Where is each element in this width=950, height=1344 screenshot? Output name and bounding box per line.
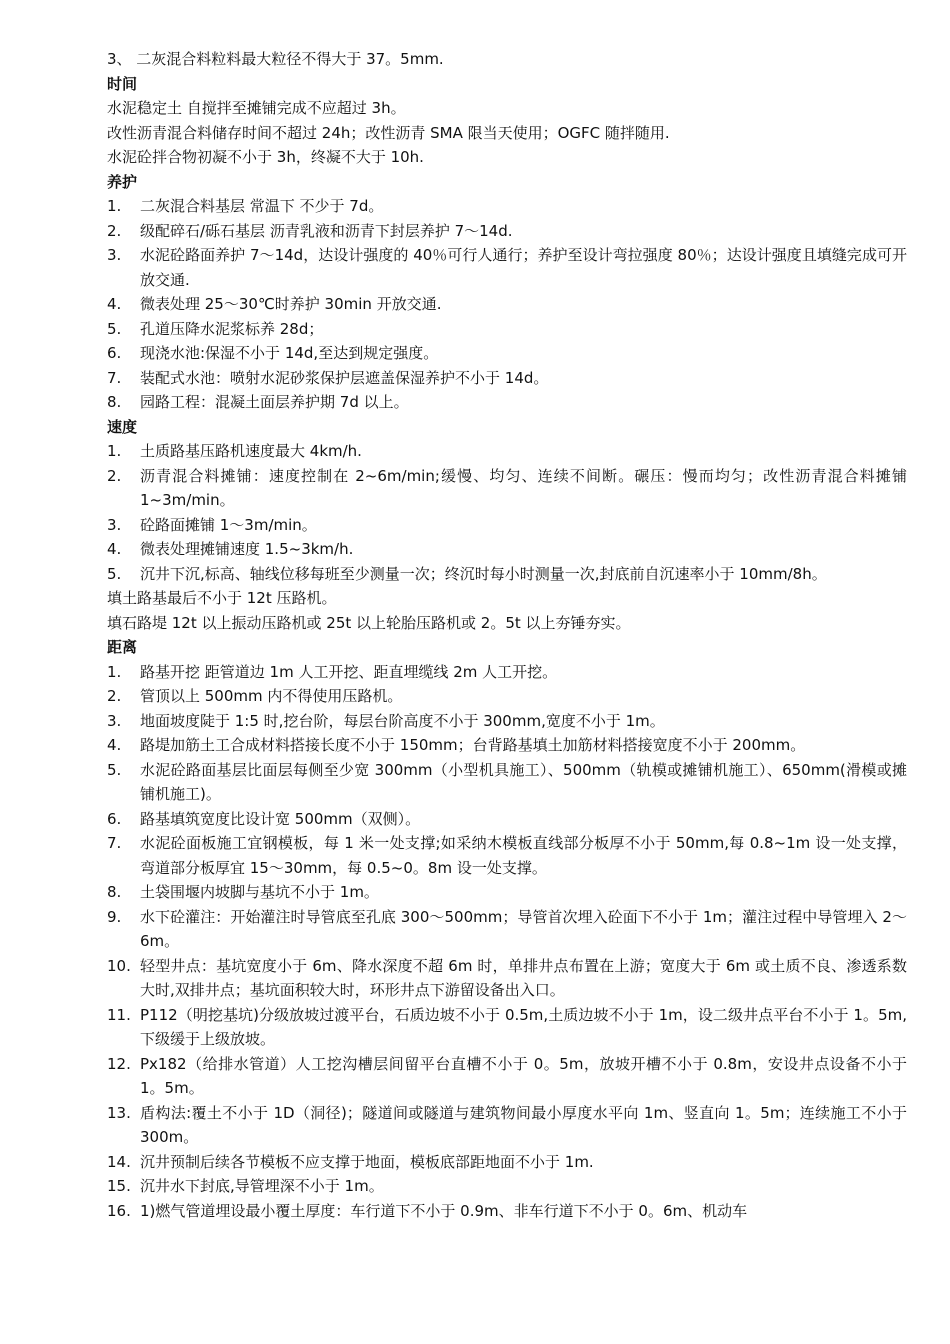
list-number: 8. xyxy=(107,393,122,411)
list-number: 2. xyxy=(107,687,122,705)
list-item xyxy=(107,1101,907,1150)
list-number: 7. xyxy=(107,368,122,387)
list-number: 4. xyxy=(107,540,122,558)
list-number: 12. xyxy=(107,1054,131,1073)
list-item xyxy=(107,317,907,342)
list-item xyxy=(107,880,907,905)
paragraph: 改性沥青混合料储存时间不超过 24h；改性沥青 SMA 限当天使用；OGFC 随拌随用. xyxy=(107,123,670,142)
paragraph: 水泥砼拌合物初凝不小于 3h，终凝不大于 10h. xyxy=(107,148,424,166)
list-number: 5. xyxy=(107,760,122,779)
list-item xyxy=(107,1150,907,1175)
list-text: 孔道压降水泥浆标养 28d； xyxy=(140,319,324,338)
list-number: 7. xyxy=(107,834,122,852)
list-text: 微表处理摊铺速度 1.5~3km/h. xyxy=(140,540,354,558)
list-number: 16. xyxy=(107,1201,131,1220)
list-text: 水泥砼路面养护 7～14d，达设计强度的 40％可行人通行；养护至设计弯拉强度 80％；达设计强度且填缝完成可开放交通. xyxy=(140,246,907,289)
list-text: 砼路面摊铺 1～3m/min。 xyxy=(140,515,317,534)
list-number: 4. xyxy=(107,295,122,313)
list-item xyxy=(107,1174,907,1199)
list-item xyxy=(107,390,907,415)
list-text: 装配式水池：喷射水泥砂浆保护层遮盖保湿养护不小于 14d。 xyxy=(140,368,549,387)
list-text: Px182（给排水管道）人工挖沟槽层间留平台直槽不小于 0。5m，放坡开槽不小于 0.8m，安设井点设备不小于 1。5m。 xyxy=(140,1054,907,1097)
list-item xyxy=(107,660,907,685)
list-text: 二灰混合料基层 常温下 不少于 7d。 xyxy=(140,197,384,215)
list-number: 1. xyxy=(107,442,122,460)
list-item xyxy=(107,292,907,317)
list-number: 9. xyxy=(107,907,122,926)
paragraph: 水泥稳定土 自搅拌至摊铺完成不应超过 3h。 xyxy=(107,99,406,117)
list-number: 14. xyxy=(107,1152,131,1171)
list-item xyxy=(107,219,907,244)
list-text: 地面坡度陡于 1:5 时,挖台阶，每层台阶高度不小于 300mm,宽度不小于 1m。 xyxy=(140,711,665,730)
list-number: 4. xyxy=(107,736,122,754)
list-number: 5. xyxy=(107,319,122,338)
list-item xyxy=(107,366,907,391)
list-text: 土袋围堰内坡脚与基坑不小于 1m。 xyxy=(140,883,379,901)
list-text: 水下砼灌注：开始灌注时导管底至孔底 300～500mm；导管首次埋入砼面下不小于 1m；灌注过程中导管埋入 2～6m。 xyxy=(140,907,907,950)
paragraph: 填土路基最后不小于 12t 压路机。 xyxy=(107,589,337,607)
list-item xyxy=(107,807,907,832)
list-text: 沥青混合料摊铺：速度控制在 2~6m/min;缓慢、均匀、连续不间断。碾压：慢而均匀；改性沥青混合料摊铺 1~3m/min。 xyxy=(140,466,907,509)
list-number: 10. xyxy=(107,956,131,975)
list-item xyxy=(107,684,907,709)
list-number: 6. xyxy=(107,809,122,828)
paragraph: 填石路堤 12t 以上振动压路机或 25t 以上轮胎压路机或 2。5t 以上夯锤夯实。 xyxy=(107,613,631,632)
list-text: 微表处理 25～30℃时养护 30min 开放交通. xyxy=(140,295,442,313)
list-item xyxy=(107,464,907,513)
list-number: 5. xyxy=(107,564,122,583)
list-item xyxy=(107,537,907,562)
list-number: 3. xyxy=(107,515,122,534)
list-number: 8. xyxy=(107,883,122,901)
section-heading-distance: 距离 xyxy=(107,638,138,656)
list-item xyxy=(107,1052,907,1101)
list-number: 1. xyxy=(107,197,122,215)
list-item xyxy=(107,194,907,219)
list-text: 现浇水池:保湿不小于 14d,至达到规定强度。 xyxy=(140,344,439,362)
list-number: 3. xyxy=(107,246,122,264)
section-heading-time: 时间 xyxy=(107,74,138,93)
list-text: 水泥砼路面基层比面层每侧至少宽 300mm（小型机具施工）、500mm（轨模或摊铺机施工）、650mm(滑模或摊铺机施工)。 xyxy=(140,760,907,803)
list-item xyxy=(107,341,907,366)
list-item xyxy=(107,733,907,758)
list-text: 沉井预制后续各节模板不应支撑于地面，模板底部距地面不小于 1m. xyxy=(140,1152,594,1171)
list-number: 1. xyxy=(107,662,122,681)
list-item xyxy=(107,831,907,880)
list-text: 级配碎石/砾石基层 沥青乳液和沥青下封层养护 7～14d. xyxy=(140,221,513,240)
list-item xyxy=(107,513,907,538)
list-item xyxy=(107,1199,907,1224)
list-item xyxy=(107,758,907,807)
list-text: 管顶以上 500mm 内不得使用压路机。 xyxy=(140,687,403,705)
list-text: 土质路基压路机速度最大 4km/h. xyxy=(140,442,362,460)
list-text: 1)燃气管道埋设最小覆土厚度：车行道下不小于 0.9m、非车行道下不小于 0。6m、机动车 xyxy=(140,1201,748,1220)
list-number: 2. xyxy=(107,221,122,240)
list-number: 13. xyxy=(107,1103,131,1122)
intro-line: 3、 二灰混合料粒料最大粒径不得大于 37。5mm. xyxy=(107,50,444,68)
list-number: 3. xyxy=(107,711,122,730)
list-item xyxy=(107,905,907,954)
list-text: 路基填筑宽度比设计宽 500mm（双侧）。 xyxy=(140,809,421,828)
section-heading-speed: 速度 xyxy=(107,417,138,436)
list-number: 6. xyxy=(107,344,122,362)
list-text: 沉井下沉,标高、轴线位移每班至少测量一次；终沉时每小时测量一次,封底前自沉速率小于 10mm/8h。 xyxy=(140,564,827,583)
list-item xyxy=(107,954,907,1003)
list-item xyxy=(107,243,907,292)
list-text: 盾构法:覆土不小于 1D（洞径)；隧道间或隧道与建筑物间最小厚度水平向 1m、竖直向 1。5m；连续施工不小于 300m。 xyxy=(140,1103,907,1146)
list-text: 轻型井点：基坑宽度小于 6m、降水深度不超 6m 时，单排井点布置在上游；宽度大于 6m 或土质不良、渗透系数大时,双排井点；基坑面积较大时，环形井点下游留设备出入口。 xyxy=(140,956,907,999)
list-number: 15. xyxy=(107,1177,131,1195)
list-number: 11. xyxy=(107,1005,131,1024)
list-number: 2. xyxy=(107,466,122,485)
list-item xyxy=(107,562,907,587)
list-text: 沉井水下封底,导管埋深不小于 1m。 xyxy=(140,1177,384,1195)
list-text: 园路工程：混凝土面层养护期 7d 以上。 xyxy=(140,393,409,411)
list-text: 路基开挖 距管道边 1m 人工开挖、距直埋缆线 2m 人工开挖。 xyxy=(140,662,558,681)
list-text: 路堤加筋土工合成材料搭接长度不小于 150mm；台背路基填土加筋材料搭接宽度不小于 200mm。 xyxy=(140,736,806,754)
list-item xyxy=(107,1003,907,1052)
section-heading-curing: 养护 xyxy=(107,172,138,191)
list-text: P112（明挖基坑)分级放坡过渡平台，石质边坡不小于 0.5m,土质边坡不小于 1m，设二级井点平台不小于 1。5m,下级缓于上级放坡。 xyxy=(140,1005,907,1048)
list-item xyxy=(107,709,907,734)
list-text: 水泥砼面板施工宜钢模板，每 1 米一处支撑;如采纳木模板直线部分板厚不小于 50mm,每 0.8~1m 设一处支撑，弯道部分板厚宜 15～30mm，每 0.5~0。8m 设一处支撑。 xyxy=(140,834,907,877)
document-page xyxy=(107,47,907,1223)
list-item xyxy=(107,439,907,464)
